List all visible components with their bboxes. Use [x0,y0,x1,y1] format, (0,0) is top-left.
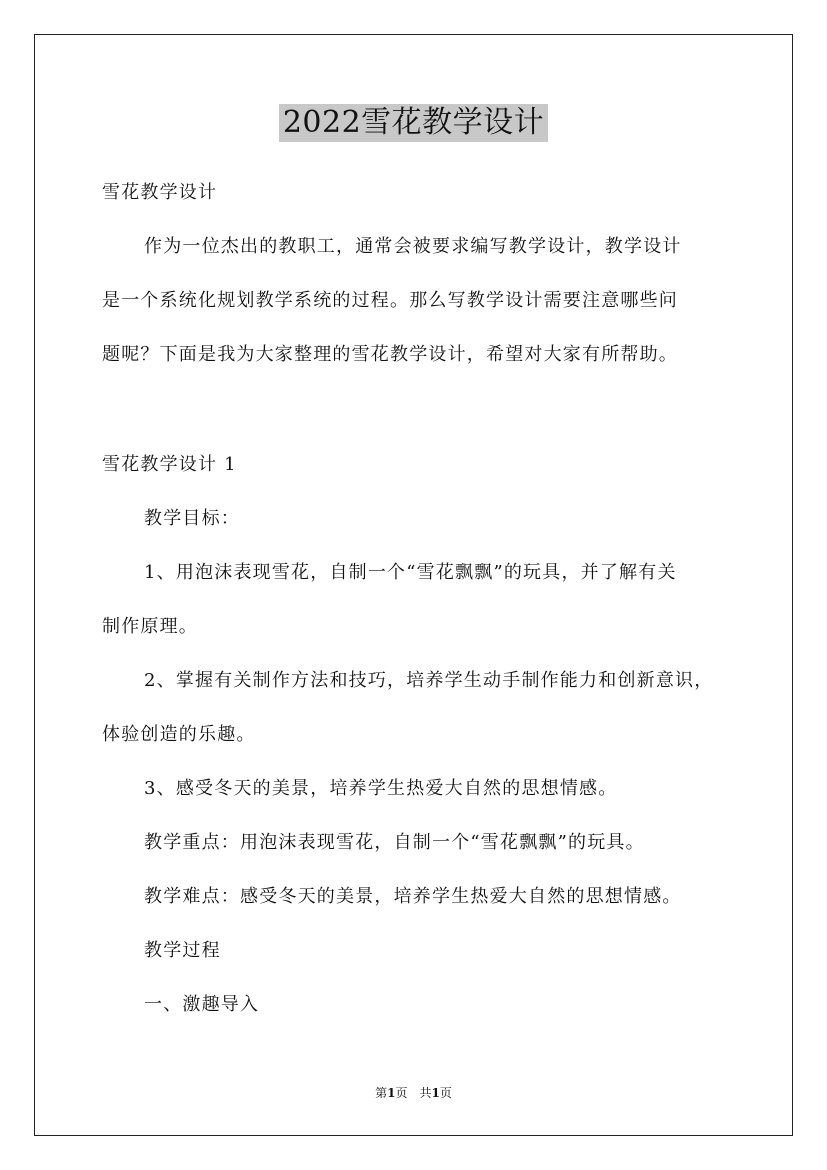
subtitle: 雪花教学设计 [102,182,218,203]
intro-line-1: 作为一位杰出的教职工，通常会被要求编写教学设计，教学设计 [144,236,682,257]
goals-label: 教学目标： [144,508,240,529]
page-footer [0,1085,827,1101]
key-point: 教学重点：用泡沫表现雪花，自制一个“雪花飘飘”的玩具。 [144,832,645,853]
footer-suffix: 页 [439,1086,452,1100]
step-1: 一、激趣导入 [144,994,260,1015]
footer-page-total: 1 [431,1086,440,1100]
goal-2-line-2: 体验创造的乐趣。 [102,724,256,745]
footer-prefix: 第 [375,1086,388,1100]
footer-page-number: 1 [387,1086,396,1100]
difficulty: 教学难点：感受冬天的美景，培养学生热爱大自然的思想情感。 [144,886,682,907]
footer-mid: 页 共 [395,1086,432,1100]
intro-line-2: 是一个系统化规划教学系统的过程。那么写教学设计需要注意哪些问 [102,290,678,311]
goal-3: 3、感受冬天的美景，培养学生热爱大自然的思想情感。 [144,778,618,799]
goal-1-line-1: 1、用泡沫表现雪花，自制一个“雪花飘飘”的玩具，并了解有关 [144,562,677,583]
section-heading: 雪花教学设计 1 [102,454,237,475]
goal-1-line-2: 制作原理。 [102,616,198,637]
intro-line-3: 题呢？下面是我为大家整理的雪花教学设计，希望对大家有所帮助。 [102,344,678,365]
document-title: 2022雪花教学设计 [279,104,548,142]
title-container [0,104,827,142]
process-heading: 教学过程 [144,940,221,961]
goal-2-line-1: 2、掌握有关制作方法和技巧，培养学生动手制作能力和创新意识， [144,670,714,691]
